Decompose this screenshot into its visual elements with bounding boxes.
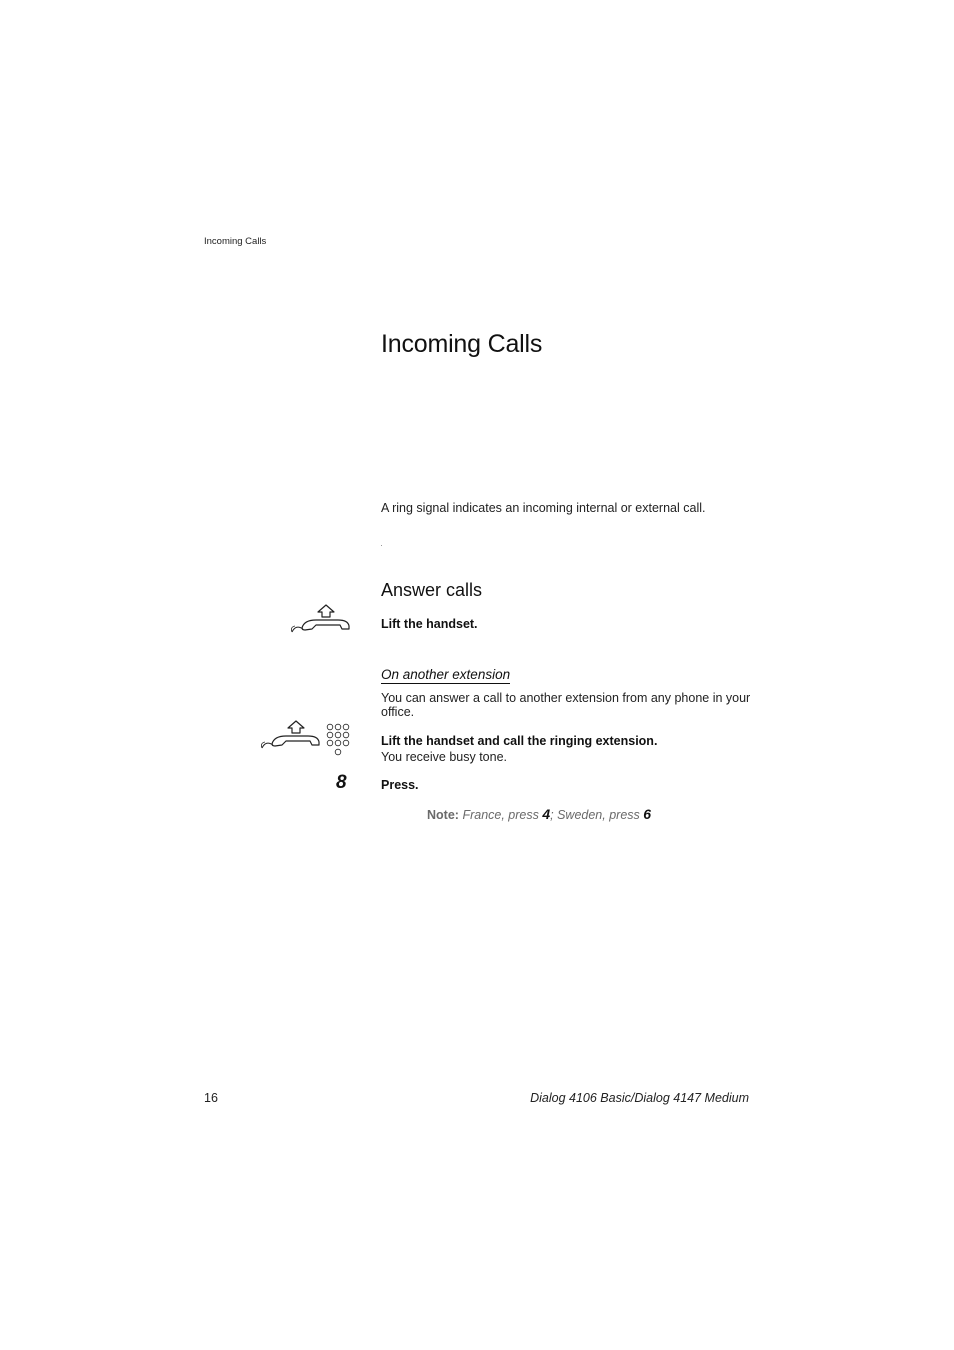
instruction-lift-handset: Lift the handset. <box>381 617 478 631</box>
note-key-4: 4 <box>542 806 551 822</box>
running-header: Incoming Calls <box>204 236 267 247</box>
instruction-lift-and-call: Lift the handset and call the ringing extension. <box>381 734 658 748</box>
divider-dot <box>381 545 382 546</box>
page-number: 16 <box>204 1091 218 1105</box>
instruction-busy-tone: You receive busy tone. <box>381 750 508 764</box>
lift-handset-icon <box>286 602 352 634</box>
note <box>427 806 651 822</box>
key-8-icon: 8 <box>336 772 347 793</box>
subsection-title-another-extension: On another extension <box>381 667 511 682</box>
footer-document-title: Dialog 4106 Basic/Dialog 4147 Medium <box>530 1091 749 1105</box>
note-key-6: 6 <box>643 806 652 822</box>
lift-handset-keypad-icon <box>256 718 352 758</box>
instruction-press: Press. <box>381 778 419 792</box>
description-text: You can answer a call to another extension from any phone in your office. <box>381 691 751 719</box>
page-title: Incoming Calls <box>381 330 543 358</box>
section-title-answer-calls: Answer calls <box>381 580 483 600</box>
note-text-france: France, press <box>462 808 539 822</box>
note-label: Note: <box>427 808 459 822</box>
note-text-sweden: ; Sweden, press <box>550 808 640 822</box>
intro-text: A ring signal indicates an incoming internal or external call. <box>381 501 706 515</box>
